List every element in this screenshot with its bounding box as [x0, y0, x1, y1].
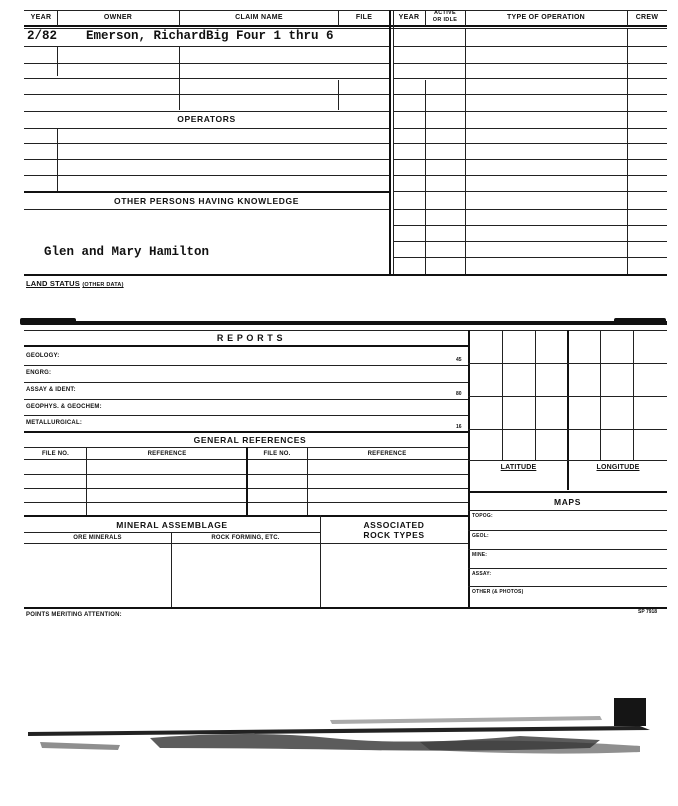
maps-item-mine: MINE:	[472, 552, 488, 558]
header-file: FILE	[355, 14, 373, 21]
ore-minerals-label: ORE MINERALS	[73, 535, 122, 541]
header-year: YEAR	[30, 14, 52, 21]
report-row-metallurgical: METALLURGICAL:	[26, 420, 83, 426]
header-type-of-operation: TYPE OF OPERATION	[506, 14, 586, 21]
land-status-label	[26, 279, 124, 288]
report-row-geophys: GEOPHYS. & GEOCHEM:	[26, 404, 102, 410]
rock-forming-label: ROCK FORMING, ETC.	[211, 535, 280, 541]
report-num-assay: 80	[456, 391, 462, 397]
points-meriting-attention: POINTS MERITING ATTENTION:	[26, 612, 122, 618]
gen-ref-file-no-1: FILE NO.	[42, 451, 69, 457]
report-num-geology: 45	[456, 357, 462, 363]
rock-types-label: ROCK TYPES	[363, 530, 425, 540]
entry-owner: Emerson, Richard	[86, 29, 207, 43]
header-owner: OWNER	[103, 14, 133, 21]
maps-title: MAPS	[554, 497, 581, 507]
latitude-label: LATITUDE	[500, 464, 537, 471]
maps-item-assay: ASSAY:	[472, 571, 492, 577]
maps-item-geol: GEOL:	[472, 533, 489, 539]
mineral-assemblage-title: MINERAL ASSEMBLAGE	[116, 520, 228, 530]
entry-year: 2/82	[27, 29, 58, 43]
maps-item-other: OTHER (& PHOTOS)	[472, 589, 524, 595]
report-row-geology: GEOLOGY:	[26, 353, 60, 359]
land-status-text: LAND STATUS	[26, 279, 81, 288]
gen-ref-file-no-2: FILE NO.	[263, 451, 291, 457]
gen-ref-reference-2: REFERENCE	[367, 451, 407, 457]
longitude-label: LONGITUDE	[596, 464, 640, 471]
operators-title: OPERATORS	[177, 114, 236, 124]
header-claim-name: CLAIM NAME	[235, 14, 283, 21]
other-persons-title: OTHER PERSONS HAVING KNOWLEDGE	[113, 196, 300, 206]
report-num-metallurgical: 16	[456, 424, 462, 430]
other-persons-entry: Glen and Mary Hamilton	[44, 245, 210, 259]
land-status-note: (OTHER DATA)	[82, 282, 124, 288]
report-row-assay: ASSAY & IDENT:	[26, 387, 76, 393]
maps-item-topog: TOPOG:	[472, 513, 493, 519]
associated-label: ASSOCIATED	[363, 520, 425, 530]
header-op-year: YEAR	[398, 14, 420, 21]
report-row-engrg: ENGRG:	[26, 370, 52, 376]
header-active: ACTIVE	[434, 10, 456, 16]
reports-title: R E P O R T S	[216, 333, 284, 343]
header-or-idle: OR IDLE	[432, 17, 458, 23]
entry-claim-name: Big Four 1 thru 6	[206, 29, 334, 43]
general-references-title: GENERAL REFERENCES	[193, 435, 307, 445]
form-number: SP 7918	[638, 609, 658, 615]
header-crew: CREW	[635, 14, 659, 21]
gen-ref-reference-1: REFERENCE	[147, 451, 187, 457]
